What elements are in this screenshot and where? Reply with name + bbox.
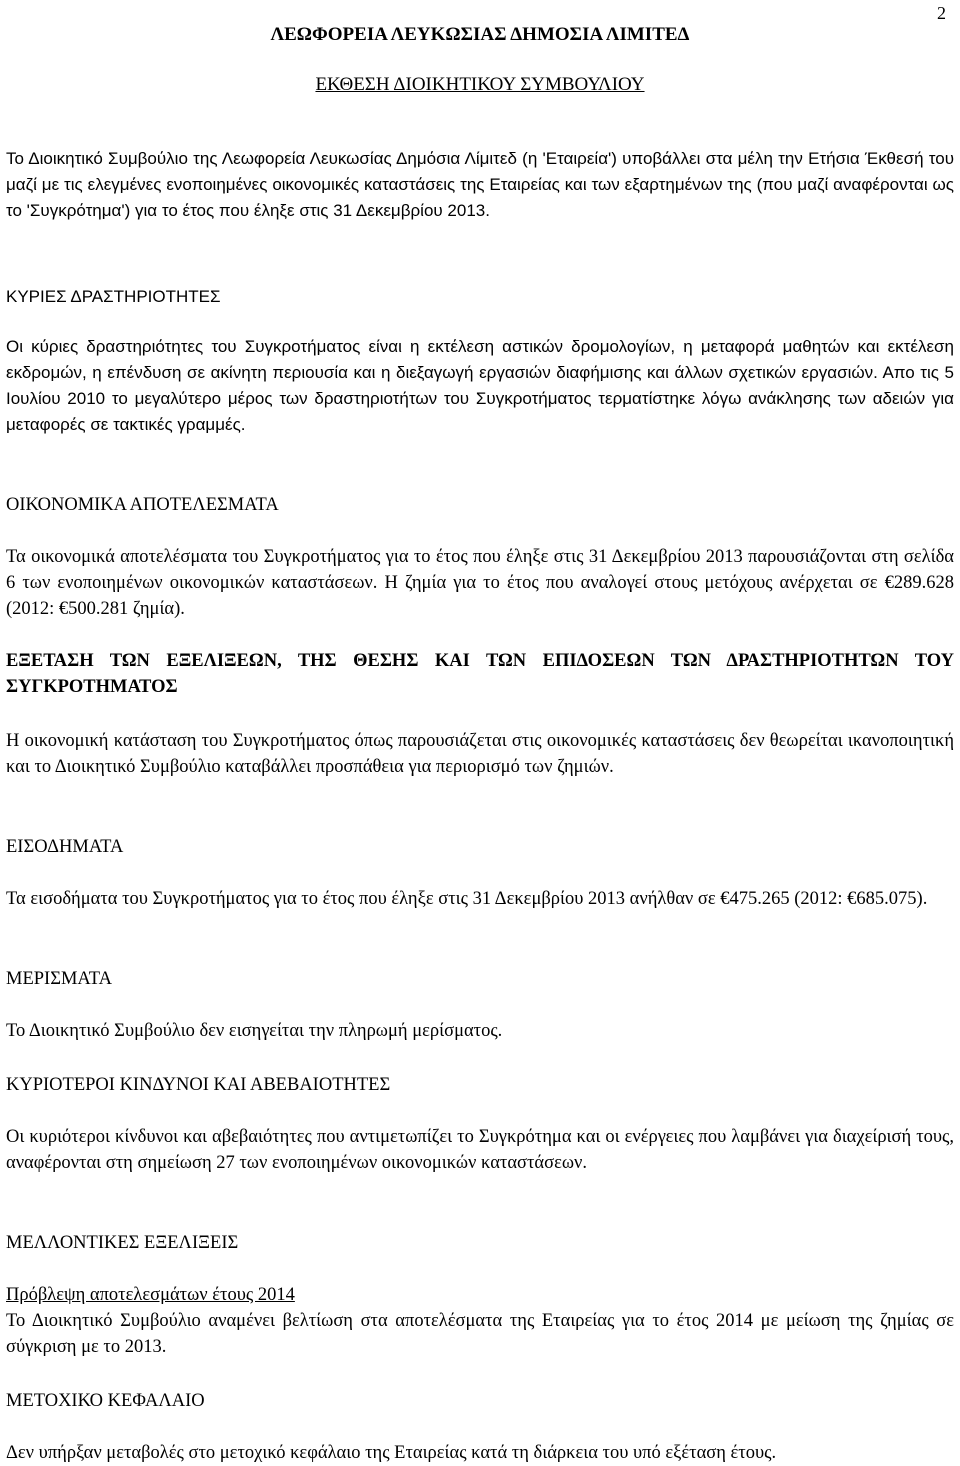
page-number: 2 (937, 3, 946, 23)
heading-activities: ΚΥΡΙΕΣ ΔΡΑΣΤΗΡΙΟΤΗΤΕΣ (6, 287, 221, 306)
report-subtitle: ΕΚΘΕΣΗ ΔΙΟΙΚΗΤΙΚΟΥ ΣΥΜΒΟΥΛΙΟΥ (315, 74, 645, 95)
heading-capital: ΜΕΤΟΧΙΚΟ ΚΕΦΑΛΑΙΟ (6, 1391, 205, 1411)
heading-future: ΜΕΛΛΟΝΤΙΚΕΣ ΕΞΕΛΙΞΕΙΣ (6, 1233, 239, 1253)
paragraph-revenue: Τα εισοδήματα του Συγκροτήματος για το έτος που έληξε στις 31 Δεκεμβρίου 2013 ανήλθαν σε €475.265 (2012: €685.075). (6, 889, 928, 909)
intro-paragraph: Το Διοικητικό Συμβούλιο της Λεωφορεία Λευκωσίας Δημόσια Λίμιτεδ (η 'Εταιρεία') υποβάλλει στα μέλη την Ετήσια Έκθεσή του μαζί με τις ελεγμένες ενοποιημένες οικονομικές καταστάσεις της Εταιρείας και των εξαρτημένων της (που μαζί αναφέρονται ως το 'Συγκρότημα') για το έτος που έληξε στις 31 Δεκεμβρίου 2013. (6, 149, 954, 220)
paragraph-future: Το Διοικητικό Συμβούλιο αναμένει βελτίωση στα αποτελέσματα της Εταιρείας για το έτος 2014 με μείωση της ζημίας σε σύγκριση με το 2013. (6, 1311, 954, 1357)
paragraph-results: Τα οικονομικά αποτελέσματα του Συγκροτήματος για το έτος που έληξε στις 31 Δεκεμβρίου 2013 παρουσιάζονται στη σελίδα 6 των ενοποιημένων οικονομικών καταστάσεων. Η ζημία για το έτος που αναλογεί στους μετόχους ανέρχεται σε €289.628 (2012: €500.281 ζημία). (6, 547, 954, 619)
paragraph-review: Η οικονομική κατάσταση του Συγκροτήματος όπως παρουσιάζεται στις οικονομικές καταστάσεις δεν θεωρείται ικανοποιητική και το Διοικητικό Συμβούλιο καταβάλλει προσπάθεια για περιορισμό των ζημιών. (6, 731, 954, 777)
paragraph-risks: Οι κυριότεροι κίνδυνοι και αβεβαιότητες που αντιμετωπίζει το Συγκρότημα και οι ενέργειες που λαμβάνει για διαχείρισή τους, αναφέρονται στη σημείωση 27 των ενοποιημένων οικονομικών καταστάσεων. (6, 1127, 954, 1173)
subheading-forecast: Πρόβλεψη αποτελεσμάτων έτους 2014 (6, 1285, 295, 1305)
paragraph-activities: Οι κύριες δραστηριότητες του Συγκροτήματος είναι η εκτέλεση αστικών δρομολογίων, η μεταφορά μαθητών και εκτέλεση εκδρομών, η επένδυση σε ακίνητη περιουσία και η διεξαγωγή εργασιών διαφήμισης και άλλων σχετικών εργασιών. Απο τις 5 Ιουλίου 2010 το μεγαλύτερο μέρος των δραστηριοτήτων του Συγκροτήματος τερματίστηκε λόγω ανάκλησης των αδειών για μεταφορές σε τακτικές γραμμές. (6, 337, 954, 434)
heading-risks: ΚΥΡΙΟΤΕΡΟΙ ΚΙΝΔΥΝΟΙ ΚΑΙ ΑΒΕΒΑΙΟΤΗΤΕΣ (6, 1075, 391, 1095)
heading-revenue: ΕΙΣΟΔΗΜΑΤΑ (6, 837, 124, 857)
heading-dividends: ΜΕΡΙΣΜΑΤΑ (6, 969, 112, 989)
paragraph-capital: Δεν υπήρξαν μεταβολές στο μετοχικό κεφάλαιο της Εταιρείας κατά τη διάρκεια του υπό εξέταση έτους. (6, 1443, 777, 1463)
paragraph-dividends: Το Διοικητικό Συμβούλιο δεν εισηγείται την πληρωμή μερίσματος. (6, 1021, 503, 1041)
company-title: ΛΕΩΦΟΡΕΙΑ ΛΕΥΚΩΣΙΑΣ ΔΗΜΟΣΙΑ ΛΙΜΙΤΕΔ (270, 24, 690, 45)
heading-results: ΟΙΚΟΝΟΜΙΚΑ ΑΠΟΤΕΛΕΣΜΑΤΑ (6, 495, 279, 515)
heading-review: ΕΞΕΤΑΣΗ ΤΩΝ ΕΞΕΛΙΞΕΩΝ, ΤΗΣ ΘΕΣΗΣ ΚΑΙ ΤΩΝ ΕΠΙΔΟΣΕΩΝ ΤΩΝ ΔΡΑΣΤΗΡΙΟΤΗΤΩΝ ΤΟΥ ΣΥΓΚΡΟΤΗΜΑΤΟΣ (6, 651, 954, 697)
